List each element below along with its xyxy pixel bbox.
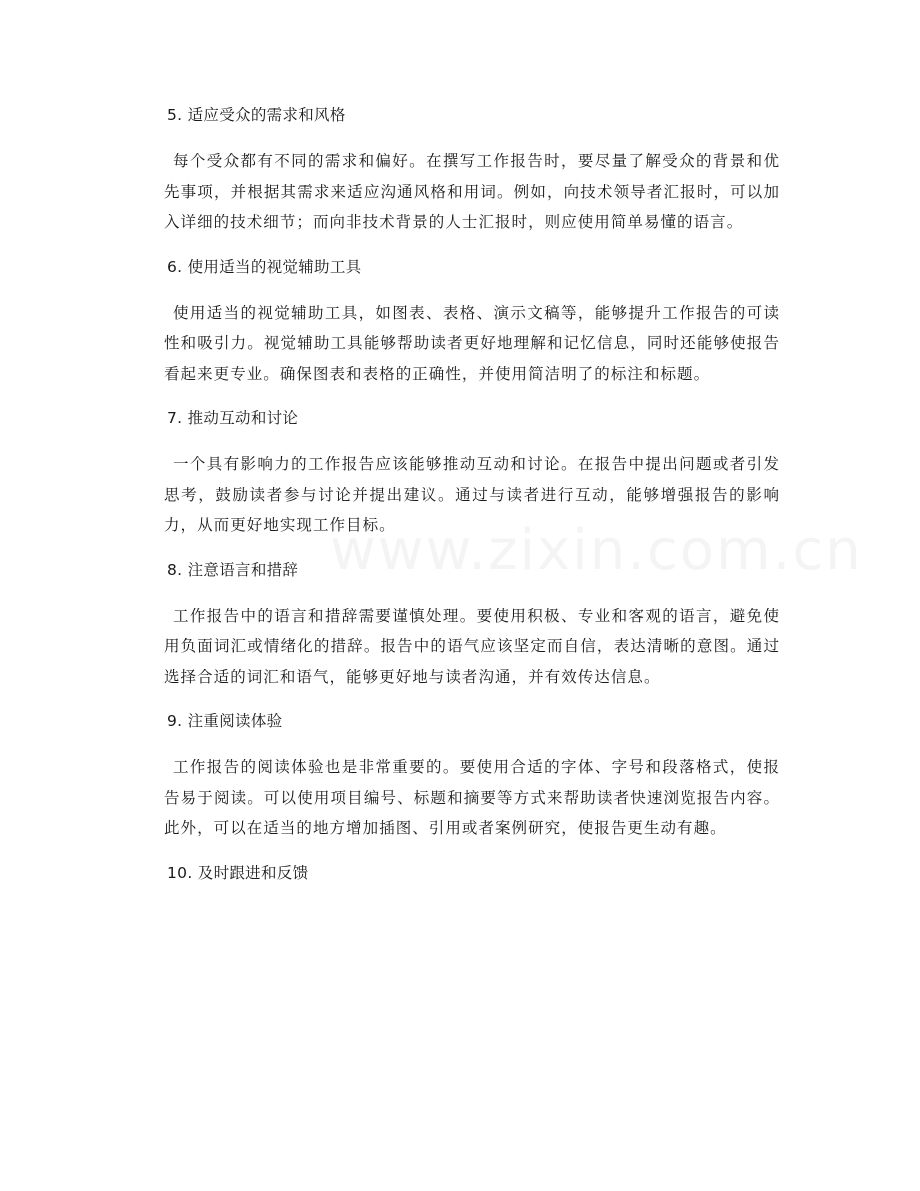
section-paragraph-6: 使用适当的视觉辅助工具，如图表、表格、演示文稿等，能够提升工作报告的可读性和吸引力。视觉辅助工具能够帮助读者更好地理解和记忆信息，同时还能够使报告看起来更专业。确保图表和表格的正确性，并使用简洁明了的标注和标题。 <box>164 303 780 383</box>
section-heading-6: 6. 使用适当的视觉辅助工具 <box>167 257 362 276</box>
section-heading-7: 7. 推动互动和讨论 <box>167 409 299 427</box>
section-paragraph-8: 工作报告中的语言和措辞需要谨慎处理。要使用积极、专业和客观的语言，避免使用负面词汇或情绪化的措辞。报告中的语气应该坚定而自信，表达清晰的意图。通过选择合适的词汇和语气，能够更好地与读者沟通，并有效传达信息。 <box>164 606 780 686</box>
section-paragraph-7: 一个具有影响力的工作报告应该能够推动互动和讨论。在报告中提出问题或者引发思考，鼓励读者参与讨论并提出建议。通过与读者进行互动，能够增强报告的影响力，从而更好地实现工作目标。 <box>164 455 780 534</box>
section-heading-8: 8. 注意语言和措辞 <box>167 560 299 579</box>
section-heading-9: 9. 注重阅读体验 <box>167 712 283 730</box>
section-heading-5: 5. 适应受众的需求和风格 <box>167 106 346 124</box>
section-heading-10: 10. 及时跟进和反馈 <box>167 863 309 882</box>
section-paragraph-5: 每个受众都有不同的需求和偏好。在撰写工作报告时，要尽量了解受众的背景和优先事项，并根据其需求来适应沟通风格和用词。例如，向技术领导者汇报时，可以加入详细的技术细节；而向非技术背景的人士汇报时，则应使用简单易懂的语言。 <box>164 152 780 231</box>
document-body <box>164 103 780 885</box>
section-paragraph-9: 工作报告的阅读体验也是非常重要的。要使用合适的字体、字号和段落格式，使报告易于阅读。可以使用项目编号、标题和摘要等方式来帮助读者快速浏览报告内容。此外，可以在适当的地方增加插图、引用或者案例研究，使报告更生动有趣。 <box>164 758 780 837</box>
